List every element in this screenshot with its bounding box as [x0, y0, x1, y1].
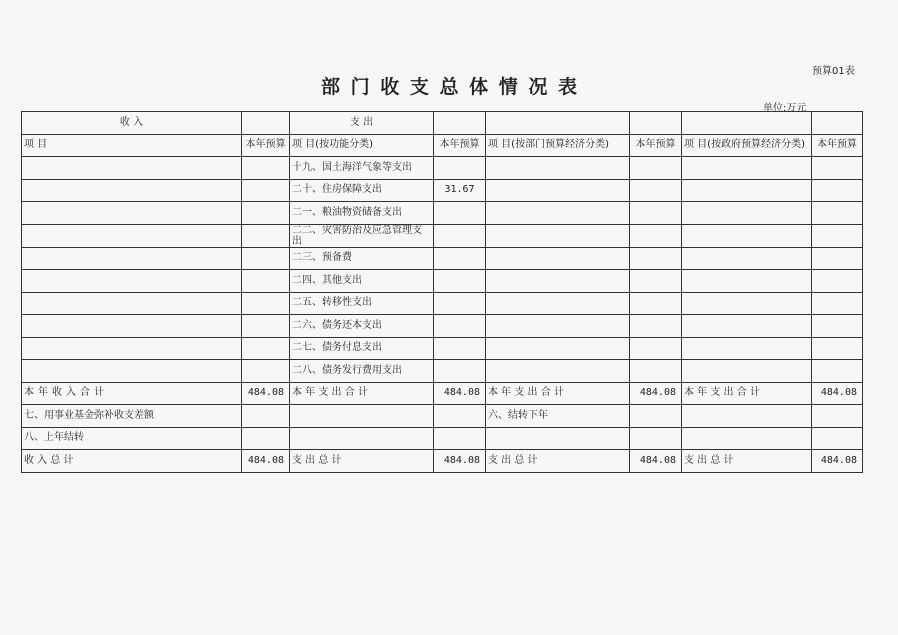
func-item-cell: 二八、债务发行费用支出 — [290, 360, 434, 383]
func-item-cell: 二四、其他支出 — [290, 270, 434, 293]
table-row — [22, 247, 863, 270]
gov-total-label: 本 年 支 出 合 计 — [682, 382, 812, 405]
func-item-header: 项 目(按功能分类) — [290, 134, 434, 157]
gov-grand-label: 支 出 总 计 — [682, 450, 812, 473]
func-budget-cell — [434, 292, 486, 315]
func-item-cell: 二十、住房保障支出 — [290, 179, 434, 202]
empty-cell — [486, 112, 630, 135]
empty-cell — [434, 112, 486, 135]
func-item-cell: 二二、灾害防治及应急管理支出 — [290, 224, 434, 247]
expenditure-group-header: 支 出 — [290, 112, 434, 135]
dept-grand-label: 支 出 总 计 — [486, 450, 630, 473]
empty-cell — [812, 112, 863, 135]
income-grand-label: 收 入 总 计 — [22, 450, 242, 473]
empty-cell — [630, 112, 682, 135]
func-grand-value: 484.08 — [434, 450, 486, 473]
func-total-value: 484.08 — [434, 382, 486, 405]
func-budget-cell — [434, 315, 486, 338]
header-column-row — [22, 134, 863, 157]
carry-forward-label: 六、结转下年 — [486, 405, 630, 428]
func-item-cell: 十九、国土海洋气象等支出 — [290, 157, 434, 180]
income-group-header: 收 入 — [22, 112, 242, 135]
func-budget-cell — [434, 360, 486, 383]
table-row — [22, 157, 863, 180]
func-grand-label: 支 出 总 计 — [290, 450, 434, 473]
table-row — [22, 224, 863, 247]
gov-grand-value: 484.08 — [812, 450, 863, 473]
form-code: 预算01表 — [812, 66, 855, 77]
func-item-cell: 二五、转移性支出 — [290, 292, 434, 315]
table-row — [22, 179, 863, 202]
fund-supplement-label: 七、用事业基金弥补收支差额 — [22, 405, 242, 428]
func-budget-cell — [434, 247, 486, 270]
dept-total-value: 484.08 — [630, 382, 682, 405]
func-budget-cell — [434, 157, 486, 180]
func-budget-cell — [434, 202, 486, 225]
header-group-row — [22, 112, 863, 135]
table-row — [22, 427, 863, 450]
dept-grand-value: 484.08 — [630, 450, 682, 473]
dept-total-label: 本 年 支 出 合 计 — [486, 382, 630, 405]
income-item-header: 项 目 — [22, 134, 242, 157]
unit-label: 单位:万元 — [763, 103, 807, 114]
dept-econ-item-header: 项 目(按部门预算经济分类) — [486, 134, 630, 157]
gov-econ-item-header: 项 目(按政府预算经济分类) — [682, 134, 812, 157]
table-row — [22, 315, 863, 338]
func-budget-header: 本年预算 — [434, 134, 486, 157]
func-total-label: 本 年 支 出 合 计 — [290, 382, 434, 405]
func-item-cell: 二七、债务付息支出 — [290, 337, 434, 360]
func-budget-cell — [434, 337, 486, 360]
table-row — [22, 405, 863, 428]
page-title: 部 门 收 支 总 体 情 况 表 — [321, 76, 579, 98]
gov-total-value: 484.08 — [812, 382, 863, 405]
budget-table — [21, 111, 863, 473]
empty-cell — [682, 112, 812, 135]
income-total-label: 本年收入合计 — [22, 382, 242, 405]
table-row — [22, 360, 863, 383]
grand-total-row — [22, 450, 863, 473]
table-row — [22, 202, 863, 225]
func-item-cell: 二一、粮油物资储备支出 — [290, 202, 434, 225]
table-row — [22, 270, 863, 293]
income-grand-value: 484.08 — [242, 450, 290, 473]
gov-econ-budget-header: 本年预算 — [812, 134, 863, 157]
func-item-cell: 二六、债务还本支出 — [290, 315, 434, 338]
income-budget-header: 本年预算 — [242, 134, 290, 157]
func-budget-cell — [434, 270, 486, 293]
table-row — [22, 337, 863, 360]
table-row — [22, 292, 863, 315]
prior-carryover-label: 八、上年结转 — [22, 427, 242, 450]
dept-econ-budget-header: 本年预算 — [630, 134, 682, 157]
annual-total-row — [22, 382, 863, 405]
func-item-cell: 二三、预备费 — [290, 247, 434, 270]
empty-cell — [242, 112, 290, 135]
income-total-value: 484.08 — [242, 382, 290, 405]
func-budget-cell: 31.67 — [434, 179, 486, 202]
func-budget-cell — [434, 224, 486, 247]
